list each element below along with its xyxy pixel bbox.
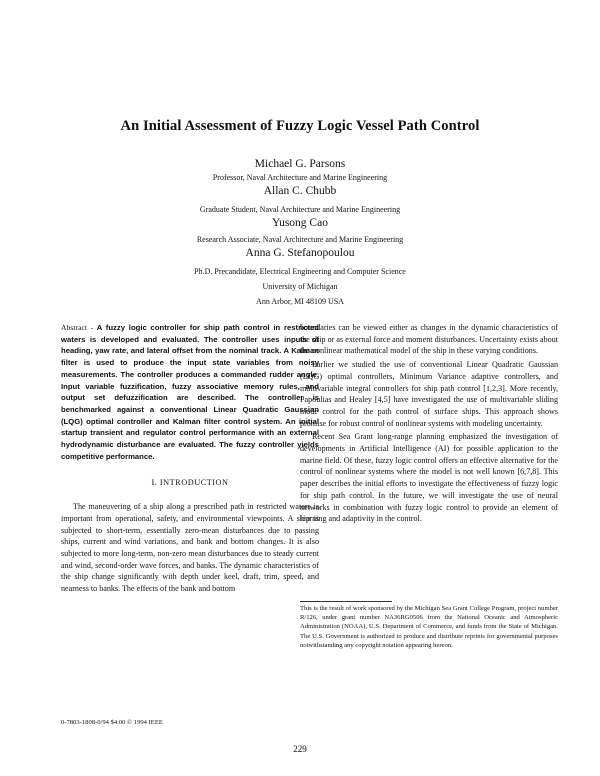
author-name: Allan C. Chubb: [263, 185, 337, 197]
author-affiliation: Research Associate, Naval Architecture and Marine Engineering: [196, 235, 404, 244]
abstract: [61, 322, 319, 462]
author-block: [0, 157, 600, 308]
intro-paragraph: The maneuvering of a ship along a prescribed path in restricted waters is important from operational, safety, and environmental viewpoints. A ship is subjected to short-term, essentially zero-mean disturbances due to passing ships, current and wind variations, and bank and bottom changes. It is also subjected to more long-term, non-zero mean disturbances due to steady current and wind, second-order wave forces, and banks. The dynamic characteristics of the ship change significantly with depth under keel, draft, trim, speed, and nearness to banks. The effects of the bank and bottom: [61, 502, 319, 594]
body-paragraph: boundaries can be viewed either as changes in the dynamic characteristics of the ship or as external force and moment disturbances. Uncertainty exists about the nonlinear mathematical model of the ship in these varying conditions.: [300, 323, 558, 356]
author-affiliation: Ph.D. Precandidate, Electrical Engineering and Computer Science: [194, 267, 406, 276]
footnote-divider: [300, 601, 392, 602]
left-column: [61, 322, 319, 595]
copyright-notice: 0-7803-1808-0/94 $4.00 © 1994 IEEE: [61, 719, 163, 726]
author-name: Anna G. Stefanopoulou: [245, 247, 355, 259]
right-column: [300, 322, 558, 525]
body-paragraph: Recent Sea Grant long-range planning emphasized the investigation of developments in Artificial Intelligence (AI) for possible application to the marine field. Of these, fuzzy logic control offers an effective alternative for the control of nonlinear systems where the model is not well known [6,7,8]. This paper describes the initial efforts to investigate the effectiveness of fuzzy logic for ship path control. In the future, we will investigate the use of neural networks in combination with fuzzy logic control to provide an element of learning and adaptivity in the control.: [300, 432, 558, 524]
institution: University of Michigan: [262, 282, 338, 291]
author-affiliation: Professor, Naval Architecture and Marine Engineering: [212, 173, 388, 182]
section-heading: I. INTRODUCTION: [151, 478, 229, 488]
author-name: Yusong Cao: [272, 217, 328, 229]
body-paragraph: Earlier we studied the use of conventional Linear Quadratic Gaussian (LQG) optimal controllers, Minimum Variance adaptive controllers, and multivariable integral controllers for ship path control [1,2,3]. More recently, Papoulias and Healey [4,5] have investigated the use of multivariable sliding mode control for the path control of surface ships. This approach shows promise for robust control of nonlinear systems with modeling uncertainty.: [300, 360, 558, 428]
page-number: 229: [293, 744, 307, 754]
author-affiliation: Graduate Student, Naval Architecture and Marine Engineering: [199, 205, 401, 214]
paper-title: An Initial Assessment of Fuzzy Logic Vessel Path Control: [120, 118, 480, 134]
footnote: This is the result of work sponsored by the Michigan Sea Grant College Program, project number R/126, under grant number NA36RG0506 from the National Oceanic and Atmospheric Administration (NOAA), U.S. Department of Commerce, and funds from the State of Michigan. The U.S. Government is authorized to produce and distribute reprints for governmental purposes notwithstanding any copyright notation appearing hereon.: [300, 605, 558, 649]
abstract-label: Abstract -: [61, 323, 94, 332]
abstract-text: A fuzzy logic controller for ship path control in restricted waters is developed and evaluated. The controller uses inputs of heading, yaw rate, and lateral offset from the nominal track. A Kalman filter is used to produce the input state variables from noisy measurements. The controller produces a commanded rudder angle. Input variable fuzzification, fuzzy associative memory rules, and output set defuzzification are described. The controller is benchmarked against a conventional Linear Quadratic Gaussian (LQG) optimal controller and Kalman filter control system. An initial startup transient and regulator control performance with an external hydrodynamic disturbance are evaluated. The fuzzy controller yields competitive performance.: [61, 323, 319, 461]
location: Ann Arbor, MI 48109 USA: [256, 297, 344, 306]
author-name: Michael G. Parsons: [254, 158, 346, 170]
